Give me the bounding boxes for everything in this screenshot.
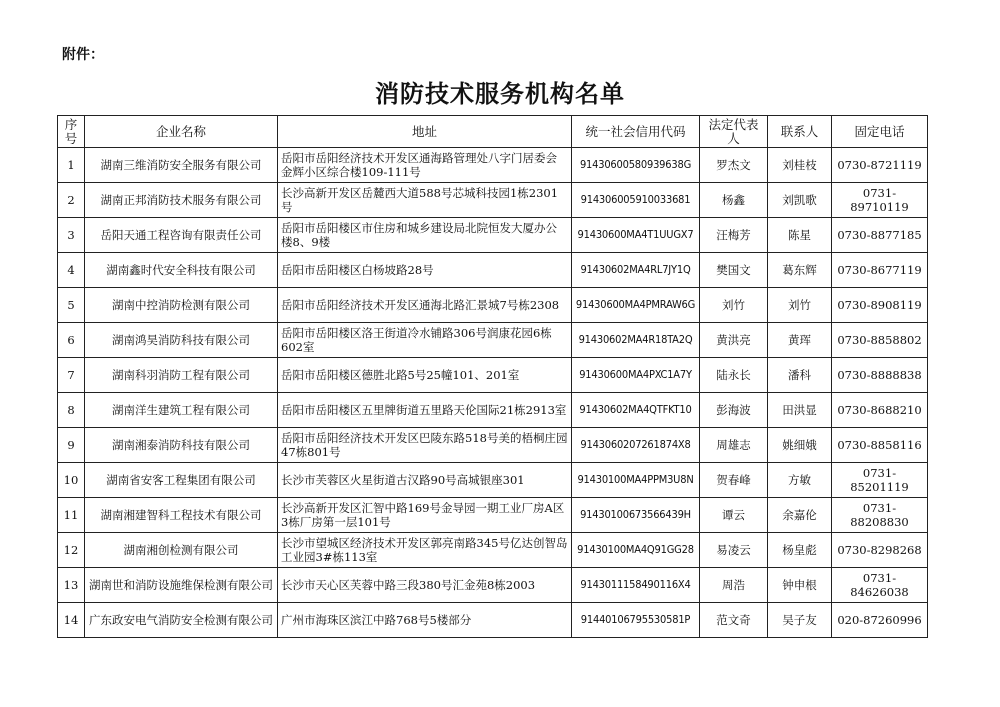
cell-company-name: 湖南湘创检测有限公司 (85, 533, 278, 568)
cell-phone: 0730-8721119 (832, 148, 928, 183)
cell-row-no: 5 (58, 288, 85, 323)
cell-row-no: 10 (58, 463, 85, 498)
cell-phone: 0731-88208830 (832, 498, 928, 533)
cell-row-no: 14 (58, 603, 85, 638)
cell-address: 岳阳市岳阳楼区洛王街道冷水铺路306号润康花园6栋602室 (278, 323, 572, 358)
cell-company-name: 湖南湘建智科工程技术有限公司 (85, 498, 278, 533)
cell-legal-rep: 易凌云 (700, 533, 768, 568)
cell-credit-code: 914306005910033681 (572, 183, 700, 218)
cell-address: 长沙市望城区经济技术开发区郭亮南路345号亿达创智岛工业园3#栋113室 (278, 533, 572, 568)
cell-row-no: 2 (58, 183, 85, 218)
cell-legal-rep: 彭海波 (700, 393, 768, 428)
cell-row-no: 1 (58, 148, 85, 183)
cell-company-name: 湖南洋生建筑工程有限公司 (85, 393, 278, 428)
cell-phone: 0730-8908119 (832, 288, 928, 323)
cell-company-name: 岳阳天通工程咨询有限责任公司 (85, 218, 278, 253)
table-row (58, 253, 928, 288)
cell-credit-code: 91430602MA4RL7JY1Q (572, 253, 700, 288)
cell-row-no: 7 (58, 358, 85, 393)
cell-phone: 0730-8298268 (832, 533, 928, 568)
table-row (58, 358, 928, 393)
cell-row-no: 6 (58, 323, 85, 358)
cell-address: 岳阳市岳阳楼区白杨坡路28号 (278, 253, 572, 288)
cell-phone: 0730-8858116 (832, 428, 928, 463)
table-row (58, 148, 928, 183)
cell-company-name: 湖南三维消防安全服务有限公司 (85, 148, 278, 183)
cell-row-no: 3 (58, 218, 85, 253)
table-row (58, 288, 928, 323)
cell-company-name: 湖南鸿昊消防科技有限公司 (85, 323, 278, 358)
cell-legal-rep: 罗杰文 (700, 148, 768, 183)
cell-company-name: 湖南鑫时代安全科技有限公司 (85, 253, 278, 288)
agency-table (57, 115, 928, 638)
cell-contact: 吴子友 (768, 603, 832, 638)
header-phone: 固定电话 (832, 116, 928, 148)
cell-address: 长沙高新开发区岳麓西大道588号芯城科技园1栋2301号 (278, 183, 572, 218)
cell-legal-rep: 周浩 (700, 568, 768, 603)
cell-row-no: 9 (58, 428, 85, 463)
cell-credit-code: 91430100673566439H (572, 498, 700, 533)
page-title: 消防技术服务机构名单 (375, 80, 625, 108)
cell-legal-rep: 贺春峰 (700, 463, 768, 498)
table-row (58, 218, 928, 253)
cell-phone: 0731-89710119 (832, 183, 928, 218)
cell-row-no: 11 (58, 498, 85, 533)
cell-credit-code: 9143011158490116X4 (572, 568, 700, 603)
cell-credit-code: 91430100MA4PPM3U8N (572, 463, 700, 498)
cell-contact: 葛东辉 (768, 253, 832, 288)
cell-company-name: 广东政安电气消防安全检测有限公司 (85, 603, 278, 638)
cell-credit-code: 91430600MA4PXC1A7Y (572, 358, 700, 393)
cell-company-name: 湖南中控消防检测有限公司 (85, 288, 278, 323)
cell-contact: 刘凯歌 (768, 183, 832, 218)
cell-legal-rep: 范文奇 (700, 603, 768, 638)
header-legal-rep: 法定代表人 (700, 116, 768, 148)
cell-credit-code: 9143060207261874X8 (572, 428, 700, 463)
cell-phone: 020-87260996 (832, 603, 928, 638)
cell-legal-rep: 谭云 (700, 498, 768, 533)
cell-company-name: 湖南省安客工程集团有限公司 (85, 463, 278, 498)
cell-credit-code: 91430600MA4PMRAW6G (572, 288, 700, 323)
cell-phone: 0730-8888838 (832, 358, 928, 393)
header-company-name: 企业名称 (85, 116, 278, 148)
cell-phone: 0730-8858802 (832, 323, 928, 358)
cell-row-no: 13 (58, 568, 85, 603)
header-credit-code: 统一社会信用代码 (572, 116, 700, 148)
cell-contact: 姚细娥 (768, 428, 832, 463)
cell-contact: 钟申根 (768, 568, 832, 603)
table-row (58, 498, 928, 533)
cell-company-name: 湖南湘泰消防科技有限公司 (85, 428, 278, 463)
cell-phone: 0730-8677119 (832, 253, 928, 288)
cell-address: 岳阳市岳阳楼区德胜北路5号25幢101、201室 (278, 358, 572, 393)
table-header-row (58, 116, 928, 148)
cell-legal-rep: 杨鑫 (700, 183, 768, 218)
cell-contact: 余嘉伦 (768, 498, 832, 533)
cell-contact: 杨皇彪 (768, 533, 832, 568)
table-row (58, 603, 928, 638)
cell-phone: 0731-85201119 (832, 463, 928, 498)
cell-row-no: 4 (58, 253, 85, 288)
cell-address: 岳阳市岳阳经济技术开发区通海路管理处八字门居委会金辉小区综合楼109-111号 (278, 148, 572, 183)
table-row (58, 568, 928, 603)
cell-address: 岳阳市岳阳楼区市住房和城乡建设局北院恒发大厦办公楼8、9楼 (278, 218, 572, 253)
cell-contact: 方敏 (768, 463, 832, 498)
cell-phone: 0730-8877185 (832, 218, 928, 253)
table-row (58, 393, 928, 428)
table-row (58, 183, 928, 218)
cell-contact: 田洪显 (768, 393, 832, 428)
cell-credit-code: 91430600MA4T1UUGX7 (572, 218, 700, 253)
cell-legal-rep: 黄洪亮 (700, 323, 768, 358)
cell-address: 广州市海珠区滨江中路768号5楼部分 (278, 603, 572, 638)
cell-credit-code: 91430602MA4QTFKT10 (572, 393, 700, 428)
cell-credit-code: 91430600580939638G (572, 148, 700, 183)
cell-legal-rep: 樊国文 (700, 253, 768, 288)
cell-address: 岳阳市岳阳楼区五里牌街道五里路天伦国际21栋2913室 (278, 393, 572, 428)
header-no: 序号 (58, 116, 85, 148)
cell-row-no: 8 (58, 393, 85, 428)
cell-contact: 刘桂枝 (768, 148, 832, 183)
cell-address: 岳阳市岳阳经济技术开发区通海北路汇景城7号栋2308 (278, 288, 572, 323)
cell-row-no: 12 (58, 533, 85, 568)
cell-company-name: 湖南世和消防设施维保检测有限公司 (85, 568, 278, 603)
cell-address: 长沙高新开发区汇智中路169号金导园一期工业厂房A区3栋厂房第一层101号 (278, 498, 572, 533)
table-row (58, 323, 928, 358)
cell-credit-code: 91430100MA4Q91GG28 (572, 533, 700, 568)
cell-credit-code: 91440106795530581P (572, 603, 700, 638)
cell-company-name: 湖南正邦消防技术服务有限公司 (85, 183, 278, 218)
cell-address: 长沙市芙蓉区火星街道古汉路90号高城银座301 (278, 463, 572, 498)
cell-contact: 潘科 (768, 358, 832, 393)
cell-contact: 陈星 (768, 218, 832, 253)
table-row (58, 533, 928, 568)
cell-contact: 黄珲 (768, 323, 832, 358)
cell-legal-rep: 陆永长 (700, 358, 768, 393)
cell-legal-rep: 刘竹 (700, 288, 768, 323)
header-address: 地址 (278, 116, 572, 148)
cell-credit-code: 91430602MA4R18TA2Q (572, 323, 700, 358)
cell-phone: 0730-8688210 (832, 393, 928, 428)
cell-legal-rep: 周雄志 (700, 428, 768, 463)
table-row (58, 463, 928, 498)
attachment-label: 附件： (62, 47, 104, 63)
header-contact: 联系人 (768, 116, 832, 148)
cell-address: 长沙市天心区芙蓉中路三段380号汇金苑8栋2003 (278, 568, 572, 603)
cell-phone: 0731-84626038 (832, 568, 928, 603)
cell-company-name: 湖南科羽消防工程有限公司 (85, 358, 278, 393)
table-row (58, 428, 928, 463)
cell-address: 岳阳市岳阳经济技术开发区巴陵东路518号美的梧桐庄园47栋801号 (278, 428, 572, 463)
cell-legal-rep: 汪梅芳 (700, 218, 768, 253)
cell-contact: 刘竹 (768, 288, 832, 323)
